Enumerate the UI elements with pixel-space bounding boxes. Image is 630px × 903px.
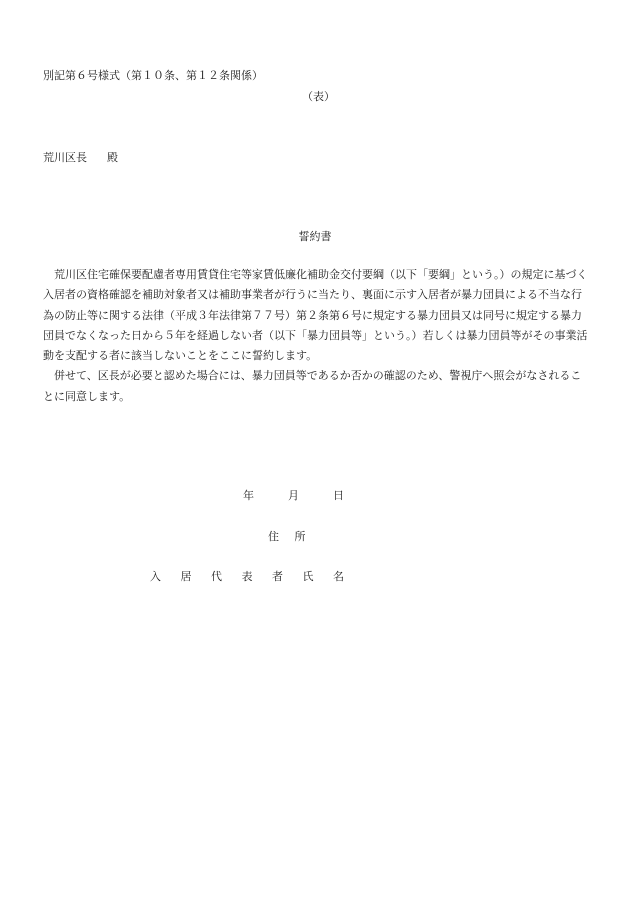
representative-name-label: 入 居 代 表 者 氏 名	[150, 570, 352, 583]
address-label: 住 所	[268, 530, 312, 543]
addressee-name: 荒川区長	[43, 151, 87, 164]
addressee	[43, 149, 118, 165]
pledge-paragraph-1: 荒川区住宅確保要配慮者専用賃貸住宅等家賃低廉化補助金交付要綱（以下「要綱」という。）の規定に基づく入居者の資格確認を補助対象者又は補助事業者が行うに当たり、裏面に示す入居者が暴力団員による不当な行為の防止等に関する法律（平成３年法律第７７号）第２条第６号に規定する暴力団員又は同号に規定する暴力団員でなくなった日から５年を経過しない者（以下「暴力団員等」という。）若しくは暴力団員等がその事業活動を支配する者に該当しないことをここに誓約します。	[43, 268, 588, 363]
date-line	[243, 487, 344, 503]
side-label: （表）	[302, 90, 335, 103]
day-label: 日	[333, 489, 344, 502]
addressee-honorific: 殿	[107, 151, 118, 164]
pledge-body	[43, 265, 591, 407]
form-number: 別記第６号様式（第１０条、第１２条関係）	[43, 69, 263, 82]
year-label: 年	[243, 489, 254, 502]
pledge-paragraph-2: 併せて、区長が必要と認めた場合には、暴力団員等であるか否かの確認のため、警視庁へ照会がなされることに同意します。	[43, 369, 582, 403]
document-title: 誓約書	[298, 230, 332, 243]
month-label: 月	[288, 489, 299, 502]
